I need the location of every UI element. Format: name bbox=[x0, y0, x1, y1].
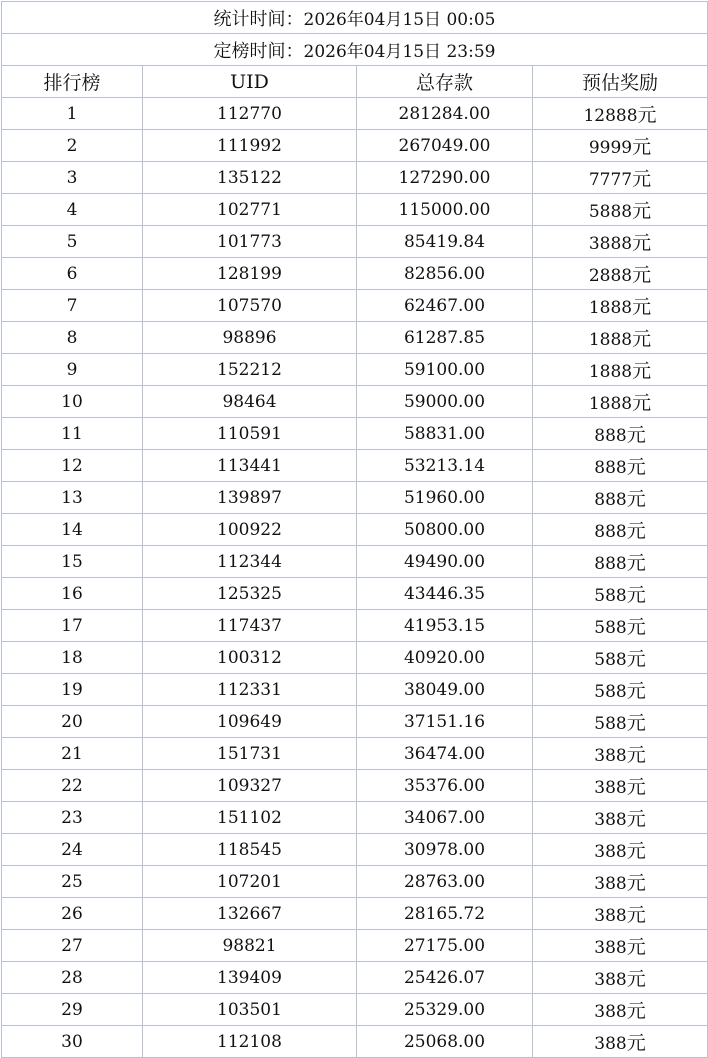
rank-cell: 5 bbox=[2, 226, 143, 258]
reward-unit: 元 bbox=[626, 936, 646, 958]
rank-cell: 2 bbox=[2, 130, 143, 162]
reward-unit: 元 bbox=[626, 712, 646, 734]
reward-cell bbox=[533, 706, 708, 738]
reward-cell bbox=[533, 642, 708, 674]
uid-cell: 98821 bbox=[143, 930, 357, 962]
reward-unit: 元 bbox=[626, 616, 646, 638]
deposit-cell: 53213.14 bbox=[357, 450, 533, 482]
table-row bbox=[2, 866, 708, 898]
reward-value: 9999 bbox=[588, 138, 633, 158]
uid-cell: 132667 bbox=[143, 898, 357, 930]
reward-unit: 元 bbox=[632, 168, 652, 190]
table-row bbox=[2, 258, 708, 290]
reward-value: 888 bbox=[594, 458, 627, 478]
reward-value: 588 bbox=[594, 618, 627, 638]
reward-unit: 元 bbox=[626, 1000, 646, 1022]
reward-cell bbox=[533, 610, 708, 642]
reward-value: 388 bbox=[594, 938, 627, 958]
reward-value: 588 bbox=[594, 586, 627, 606]
uid-cell: 117437 bbox=[143, 610, 357, 642]
uid-cell: 112108 bbox=[143, 1026, 357, 1058]
reward-cell bbox=[533, 770, 708, 802]
rank-cell: 11 bbox=[2, 418, 143, 450]
reward-value: 388 bbox=[594, 778, 627, 798]
reward-unit: 元 bbox=[632, 264, 652, 286]
rank-cell: 17 bbox=[2, 610, 143, 642]
reward-cell bbox=[533, 834, 708, 866]
table-row bbox=[2, 706, 708, 738]
table-row bbox=[2, 674, 708, 706]
reward-value: 2888 bbox=[588, 266, 633, 286]
table-row bbox=[2, 386, 708, 418]
reward-cell bbox=[533, 1026, 708, 1058]
deposit-cell: 27175.00 bbox=[357, 930, 533, 962]
table-row bbox=[2, 194, 708, 226]
table-row bbox=[2, 482, 708, 514]
table-row bbox=[2, 418, 708, 450]
table-row bbox=[2, 994, 708, 1026]
rank-cell: 18 bbox=[2, 642, 143, 674]
reward-value: 12888 bbox=[583, 106, 638, 126]
reward-cell bbox=[533, 130, 708, 162]
uid-cell: 107570 bbox=[143, 290, 357, 322]
uid-cell: 110591 bbox=[143, 418, 357, 450]
reward-cell bbox=[533, 322, 708, 354]
leaderboard-rows bbox=[2, 98, 708, 1058]
table-row bbox=[2, 546, 708, 578]
table-row bbox=[2, 290, 708, 322]
leaderboard-table bbox=[1, 1, 708, 1058]
reward-cell bbox=[533, 674, 708, 706]
rank-cell: 15 bbox=[2, 546, 143, 578]
uid-cell: 139897 bbox=[143, 482, 357, 514]
rank-cell: 27 bbox=[2, 930, 143, 962]
uid-cell: 118545 bbox=[143, 834, 357, 866]
reward-unit: 元 bbox=[632, 232, 652, 254]
reward-unit: 元 bbox=[626, 680, 646, 702]
deposit-cell: 43446.35 bbox=[357, 578, 533, 610]
table-row bbox=[2, 514, 708, 546]
deposit-cell: 40920.00 bbox=[357, 642, 533, 674]
reward-value: 5888 bbox=[588, 202, 633, 222]
reward-unit: 元 bbox=[637, 104, 657, 126]
table-row bbox=[2, 770, 708, 802]
reward-value: 888 bbox=[594, 554, 627, 574]
rank-cell: 25 bbox=[2, 866, 143, 898]
reward-cell bbox=[533, 354, 708, 386]
reward-unit: 元 bbox=[626, 488, 646, 510]
reward-cell bbox=[533, 194, 708, 226]
table-row bbox=[2, 578, 708, 610]
stat-time-cell bbox=[2, 2, 708, 34]
rank-cell: 20 bbox=[2, 706, 143, 738]
final-time-value: 2026年04月15日 23:59 bbox=[303, 41, 496, 62]
reward-value: 388 bbox=[594, 842, 627, 862]
reward-unit: 元 bbox=[626, 520, 646, 542]
reward-value: 588 bbox=[594, 682, 627, 702]
column-header-reward: 预估奖励 bbox=[533, 66, 708, 98]
reward-unit: 元 bbox=[626, 648, 646, 670]
rank-cell: 28 bbox=[2, 962, 143, 994]
reward-cell bbox=[533, 258, 708, 290]
reward-cell bbox=[533, 162, 708, 194]
reward-value: 1888 bbox=[588, 362, 633, 382]
deposit-cell: 59100.00 bbox=[357, 354, 533, 386]
reward-unit: 元 bbox=[632, 360, 652, 382]
rank-cell: 6 bbox=[2, 258, 143, 290]
table-row bbox=[2, 226, 708, 258]
column-header-row bbox=[2, 66, 708, 98]
reward-cell bbox=[533, 226, 708, 258]
rank-cell: 14 bbox=[2, 514, 143, 546]
table-row bbox=[2, 802, 708, 834]
uid-cell: 151102 bbox=[143, 802, 357, 834]
uid-cell: 100312 bbox=[143, 642, 357, 674]
reward-value: 1888 bbox=[588, 330, 633, 350]
reward-unit: 元 bbox=[632, 200, 652, 222]
rank-cell: 7 bbox=[2, 290, 143, 322]
deposit-cell: 115000.00 bbox=[357, 194, 533, 226]
reward-unit: 元 bbox=[626, 904, 646, 926]
reward-cell bbox=[533, 290, 708, 322]
reward-unit: 元 bbox=[626, 840, 646, 862]
uid-cell: 101773 bbox=[143, 226, 357, 258]
uid-cell: 107201 bbox=[143, 866, 357, 898]
deposit-cell: 62467.00 bbox=[357, 290, 533, 322]
stat-time-value: 2026年04月15日 00:05 bbox=[303, 9, 496, 30]
table-row bbox=[2, 322, 708, 354]
reward-value: 888 bbox=[594, 490, 627, 510]
table-row bbox=[2, 610, 708, 642]
column-header-deposit: 总存款 bbox=[357, 66, 533, 98]
reward-cell bbox=[533, 898, 708, 930]
rank-cell: 9 bbox=[2, 354, 143, 386]
uid-cell: 98896 bbox=[143, 322, 357, 354]
deposit-cell: 25068.00 bbox=[357, 1026, 533, 1058]
table-row bbox=[2, 834, 708, 866]
final-time-row bbox=[2, 34, 708, 66]
deposit-cell: 51960.00 bbox=[357, 482, 533, 514]
table-row bbox=[2, 130, 708, 162]
final-time-label: 定榜时间： bbox=[213, 40, 304, 62]
deposit-cell: 28165.72 bbox=[357, 898, 533, 930]
uid-cell: 112331 bbox=[143, 674, 357, 706]
deposit-cell: 58831.00 bbox=[357, 418, 533, 450]
uid-cell: 102771 bbox=[143, 194, 357, 226]
reward-unit: 元 bbox=[626, 424, 646, 446]
final-time-cell bbox=[2, 34, 708, 66]
reward-unit: 元 bbox=[632, 328, 652, 350]
table-row bbox=[2, 354, 708, 386]
table-row bbox=[2, 1026, 708, 1058]
reward-unit: 元 bbox=[626, 968, 646, 990]
reward-cell bbox=[533, 450, 708, 482]
reward-value: 388 bbox=[594, 810, 627, 830]
rank-cell: 3 bbox=[2, 162, 143, 194]
reward-unit: 元 bbox=[632, 392, 652, 414]
stat-time-label: 统计时间： bbox=[213, 8, 304, 30]
reward-value: 588 bbox=[594, 714, 627, 734]
table-row bbox=[2, 98, 708, 130]
reward-value: 1888 bbox=[588, 298, 633, 318]
uid-cell: 139409 bbox=[143, 962, 357, 994]
deposit-cell: 38049.00 bbox=[357, 674, 533, 706]
reward-cell bbox=[533, 866, 708, 898]
reward-cell bbox=[533, 962, 708, 994]
rank-cell: 16 bbox=[2, 578, 143, 610]
rank-cell: 26 bbox=[2, 898, 143, 930]
reward-value: 388 bbox=[594, 906, 627, 926]
uid-cell: 135122 bbox=[143, 162, 357, 194]
rank-cell: 19 bbox=[2, 674, 143, 706]
reward-value: 388 bbox=[594, 1034, 627, 1054]
reward-value: 888 bbox=[594, 426, 627, 446]
reward-unit: 元 bbox=[626, 456, 646, 478]
column-header-uid: UID bbox=[143, 66, 357, 98]
uid-cell: 98464 bbox=[143, 386, 357, 418]
reward-value: 388 bbox=[594, 1002, 627, 1022]
reward-cell bbox=[533, 802, 708, 834]
table-row bbox=[2, 162, 708, 194]
reward-unit: 元 bbox=[626, 744, 646, 766]
rank-cell: 1 bbox=[2, 98, 143, 130]
uid-cell: 103501 bbox=[143, 994, 357, 1026]
deposit-cell: 127290.00 bbox=[357, 162, 533, 194]
deposit-cell: 267049.00 bbox=[357, 130, 533, 162]
uid-cell: 151731 bbox=[143, 738, 357, 770]
reward-unit: 元 bbox=[626, 1032, 646, 1054]
deposit-cell: 281284.00 bbox=[357, 98, 533, 130]
uid-cell: 109649 bbox=[143, 706, 357, 738]
reward-cell bbox=[533, 514, 708, 546]
rank-cell: 13 bbox=[2, 482, 143, 514]
deposit-cell: 41953.15 bbox=[357, 610, 533, 642]
deposit-cell: 35376.00 bbox=[357, 770, 533, 802]
table-row bbox=[2, 642, 708, 674]
reward-cell bbox=[533, 386, 708, 418]
uid-cell: 112770 bbox=[143, 98, 357, 130]
reward-cell bbox=[533, 546, 708, 578]
table-row bbox=[2, 738, 708, 770]
deposit-cell: 61287.85 bbox=[357, 322, 533, 354]
deposit-cell: 49490.00 bbox=[357, 546, 533, 578]
uid-cell: 109327 bbox=[143, 770, 357, 802]
reward-unit: 元 bbox=[626, 776, 646, 798]
table-row bbox=[2, 962, 708, 994]
reward-cell bbox=[533, 930, 708, 962]
rank-cell: 8 bbox=[2, 322, 143, 354]
rank-cell: 4 bbox=[2, 194, 143, 226]
reward-value: 888 bbox=[594, 522, 627, 542]
reward-cell bbox=[533, 98, 708, 130]
rank-cell: 22 bbox=[2, 770, 143, 802]
uid-cell: 128199 bbox=[143, 258, 357, 290]
deposit-cell: 82856.00 bbox=[357, 258, 533, 290]
reward-value: 388 bbox=[594, 970, 627, 990]
deposit-cell: 25426.07 bbox=[357, 962, 533, 994]
table-row bbox=[2, 450, 708, 482]
rank-cell: 30 bbox=[2, 1026, 143, 1058]
uid-cell: 111992 bbox=[143, 130, 357, 162]
rank-cell: 10 bbox=[2, 386, 143, 418]
deposit-cell: 34067.00 bbox=[357, 802, 533, 834]
rank-cell: 24 bbox=[2, 834, 143, 866]
reward-cell bbox=[533, 994, 708, 1026]
reward-unit: 元 bbox=[626, 584, 646, 606]
rank-cell: 29 bbox=[2, 994, 143, 1026]
reward-unit: 元 bbox=[632, 296, 652, 318]
reward-value: 3888 bbox=[588, 234, 633, 254]
reward-cell bbox=[533, 482, 708, 514]
reward-cell bbox=[533, 418, 708, 450]
deposit-cell: 28763.00 bbox=[357, 866, 533, 898]
rank-cell: 23 bbox=[2, 802, 143, 834]
uid-cell: 112344 bbox=[143, 546, 357, 578]
deposit-cell: 36474.00 bbox=[357, 738, 533, 770]
reward-value: 388 bbox=[594, 874, 627, 894]
stat-time-row bbox=[2, 2, 708, 34]
deposit-cell: 85419.84 bbox=[357, 226, 533, 258]
table-row bbox=[2, 898, 708, 930]
deposit-cell: 50800.00 bbox=[357, 514, 533, 546]
reward-value: 388 bbox=[594, 746, 627, 766]
deposit-cell: 59000.00 bbox=[357, 386, 533, 418]
uid-cell: 100922 bbox=[143, 514, 357, 546]
deposit-cell: 37151.16 bbox=[357, 706, 533, 738]
reward-value: 1888 bbox=[588, 394, 633, 414]
deposit-cell: 30978.00 bbox=[357, 834, 533, 866]
deposit-cell: 25329.00 bbox=[357, 994, 533, 1026]
reward-value: 588 bbox=[594, 650, 627, 670]
reward-value: 7777 bbox=[588, 170, 633, 190]
reward-unit: 元 bbox=[626, 552, 646, 574]
reward-unit: 元 bbox=[626, 808, 646, 830]
uid-cell: 125325 bbox=[143, 578, 357, 610]
reward-cell bbox=[533, 738, 708, 770]
reward-unit: 元 bbox=[626, 872, 646, 894]
reward-unit: 元 bbox=[632, 136, 652, 158]
reward-cell bbox=[533, 578, 708, 610]
rank-cell: 12 bbox=[2, 450, 143, 482]
table-row bbox=[2, 930, 708, 962]
uid-cell: 113441 bbox=[143, 450, 357, 482]
column-header-rank: 排行榜 bbox=[2, 66, 143, 98]
rank-cell: 21 bbox=[2, 738, 143, 770]
uid-cell: 152212 bbox=[143, 354, 357, 386]
